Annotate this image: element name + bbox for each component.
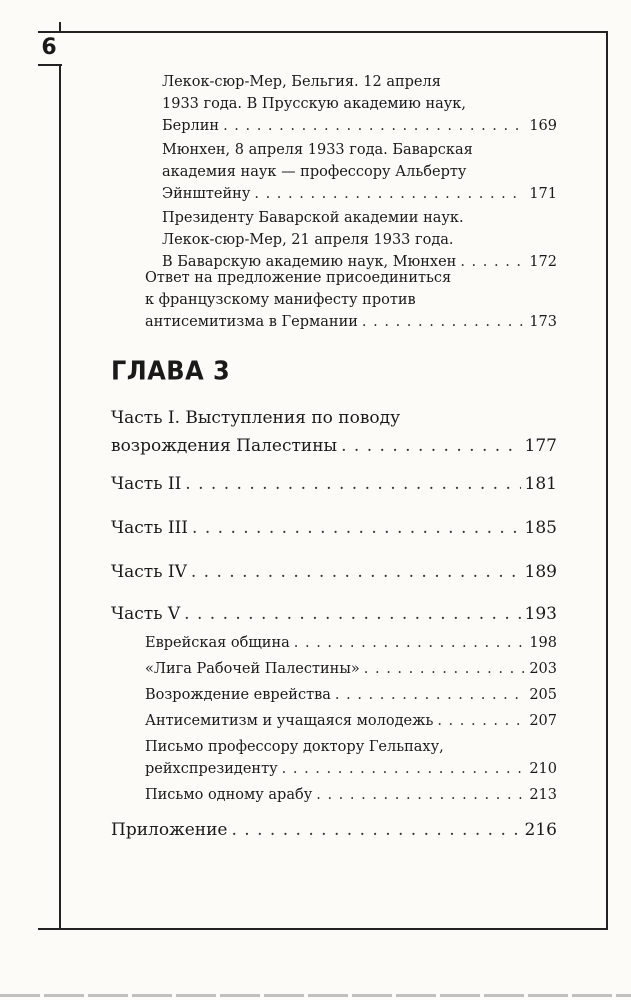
scan-edge-artifact <box>0 994 631 997</box>
toc-entry-title: Письмо одному арабу <box>145 787 313 803</box>
dot-leader <box>282 758 526 780</box>
toc-entry-title: Берлин <box>162 118 220 134</box>
toc-page-number: 189 <box>524 562 557 582</box>
toc-entry-line: Лекок-сюр-Мер, 21 апреля 1933 года. <box>162 232 454 248</box>
toc-entry-line: Лекок-сюр-Мер, Бельгия. 12 апреля <box>162 74 441 90</box>
chapter-title: ГЛАВА 3 <box>111 355 231 387</box>
toc-entry-title: Часть V <box>111 604 181 624</box>
toc-entry-title: Часть IV <box>111 562 187 582</box>
toc-page-number: 207 <box>529 713 557 729</box>
frame-right-rule <box>606 31 608 930</box>
frame-left-rule <box>59 64 61 930</box>
toc-page-number: 205 <box>529 687 557 703</box>
toc-entry-title: Еврейская община <box>145 635 290 651</box>
toc-entry-line: Президенту Баварской академии наук. <box>162 210 464 226</box>
toc-entry-workers-league <box>145 658 557 680</box>
toc-entry-line: академия наук — профессору Альберту <box>162 164 467 180</box>
toc-entry-title: антисемитизма в Германии <box>145 314 358 330</box>
dot-leader <box>437 710 525 732</box>
toc-entry-letter-arab <box>145 784 557 806</box>
toc-page-number: 213 <box>529 787 557 803</box>
toc-page-number: 173 <box>529 314 557 330</box>
toc-page-number: 172 <box>529 254 557 270</box>
frame-top-rule <box>60 31 608 33</box>
toc-page-number: 169 <box>529 118 557 134</box>
toc-entry-antisemitism-youth <box>145 710 557 732</box>
toc-entry-title: Антисемитизм и учащаяся молодежь <box>145 713 434 729</box>
toc-entry-part-5 <box>111 600 557 628</box>
toc-entry-title: Часть II <box>111 474 182 494</box>
toc-entry-title: Часть III <box>111 518 189 538</box>
toc-entry-line: Письмо профессору доктору Гельпаху, <box>145 739 444 755</box>
dot-leader <box>223 115 525 137</box>
dot-leader <box>316 784 525 806</box>
dot-leader <box>335 684 525 706</box>
dot-leader <box>192 514 521 542</box>
toc-entry-title: В Баварскую академию наук, Мюнхен <box>162 254 457 270</box>
toc-entry-appendix <box>111 816 557 844</box>
toc-entry-line: к французскому манифесту против <box>145 292 416 308</box>
dot-leader <box>191 558 521 586</box>
toc-page-number: 181 <box>524 474 557 494</box>
toc-entry-line: Ответ на предложение присоединиться <box>145 270 452 286</box>
toc-entry-letter-berlin <box>162 71 557 137</box>
toc-entry-title: возрождения Палестины <box>111 436 338 456</box>
dot-leader <box>185 470 520 498</box>
toc-page-number: 177 <box>524 436 557 456</box>
toc-entry-jewish-community <box>145 632 557 654</box>
toc-entry-letter-bavarian-president <box>162 207 557 273</box>
toc-entry-title: Эйнштейну <box>162 186 251 202</box>
toc-page-number: 185 <box>524 518 557 538</box>
dot-leader <box>294 632 526 654</box>
dot-leader <box>254 183 525 205</box>
toc-entry-part-4 <box>111 558 557 586</box>
toc-page-number: 203 <box>529 661 557 677</box>
toc-entry-title: Возрождение еврейства <box>145 687 331 703</box>
toc-entry-line: Мюнхен, 8 апреля 1933 года. Баварская <box>162 142 473 158</box>
toc-entry-letter-munich <box>162 139 557 205</box>
toc-entry-title: «Лига Рабочей Палестины» <box>145 661 360 677</box>
dot-leader <box>364 658 526 680</box>
toc-entry-part-3 <box>111 514 557 542</box>
frame-bottom-rule <box>38 928 608 930</box>
dot-leader <box>232 816 521 844</box>
toc-entry-part-1 <box>111 404 557 460</box>
toc-entry-manifesto-reply <box>145 267 557 333</box>
toc-entry-line: Часть I. Выступления по поводу <box>111 408 401 428</box>
toc-page-number: 210 <box>529 761 557 777</box>
toc-entry-line: 1933 года. В Прусскую академию наук, <box>162 96 466 112</box>
toc-page-number: 171 <box>529 186 557 202</box>
toc-entry-title: рейхспрезиденту <box>145 761 278 777</box>
page-number: 6 <box>41 35 57 60</box>
toc-page-number: 216 <box>524 820 557 840</box>
toc-entry-part-2 <box>111 470 557 498</box>
dot-leader <box>184 600 520 628</box>
toc-entry-title: Приложение <box>111 820 228 840</box>
dot-leader <box>362 311 525 333</box>
toc-entry-jewry-revival <box>145 684 557 706</box>
dot-leader <box>341 432 520 460</box>
toc-page-number: 193 <box>524 604 557 624</box>
toc-entry-letter-hellpach <box>145 736 557 780</box>
toc-page-number: 198 <box>529 635 557 651</box>
